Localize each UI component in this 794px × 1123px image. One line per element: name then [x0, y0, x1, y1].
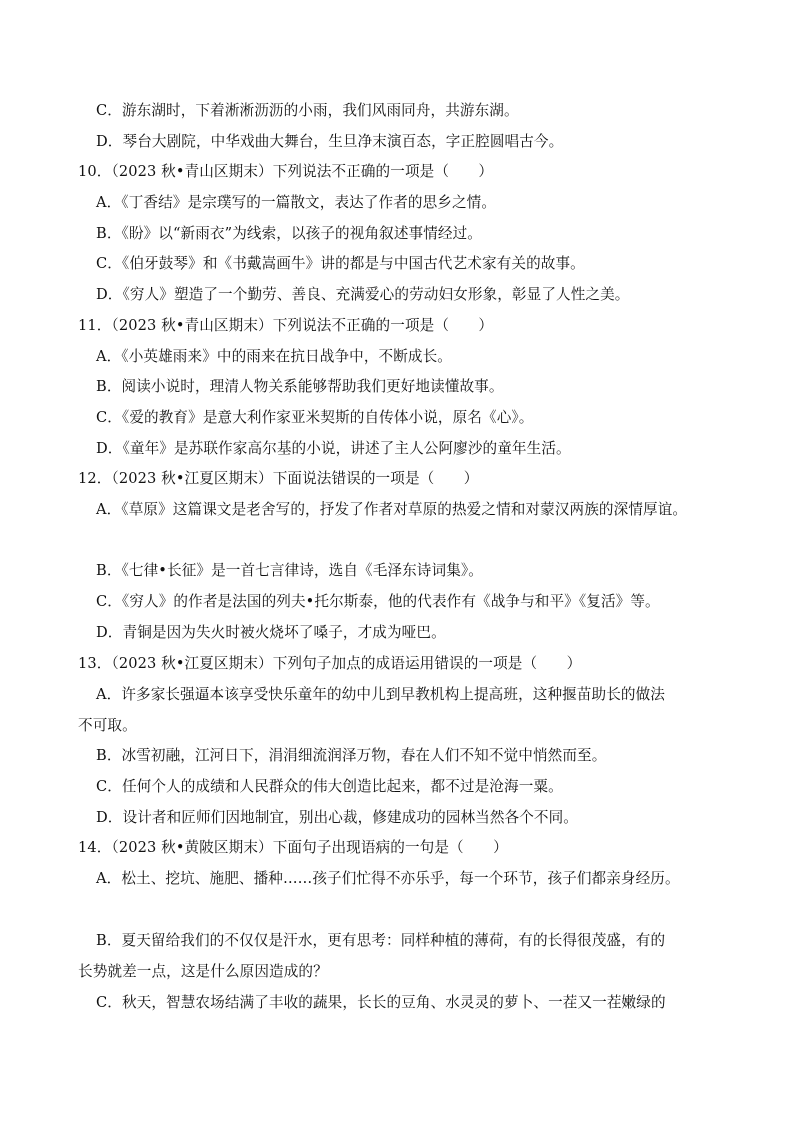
- q14-option-c-line1: C．秋天，智慧农场结满了丰收的蔬果，长长的豆角、水灵灵的萝卜、一茬又一茬嫩绿的: [96, 994, 666, 1011]
- q14-stem: 14．（2023 秋•黄陂区期末）下面句子出现语病的一句是（ ）: [78, 839, 508, 856]
- q9-option-d: D．琴台大剧院，中华戏曲大舞台，生旦净末演百态，字正腔圆唱古今。: [96, 133, 564, 150]
- q12-option-a: A．《草原》这篇课文是老舍写的，抒发了作者对草原的热爱之情和对蒙汉两族的深情厚谊。: [96, 501, 688, 518]
- q13-stem: 13．（2023 秋•江夏区期末）下列句子加点的成语运用错误的一项是（ ）: [78, 655, 582, 672]
- q11-option-c: C．《爱的教育》是意大利作家亚米契斯的自传体小说，原名《心》。: [96, 409, 534, 426]
- q12-option-b: B．《七律•长征》是一首七言律诗，选自《毛泽东诗词集》。: [96, 562, 483, 579]
- q11-option-d: D．《童年》是苏联作家高尔基的小说，讲述了主人公阿廖沙的童年生活。: [96, 440, 571, 457]
- q12-option-d: D．青铜是因为失火时被火烧坏了嗓子，才成为哑巴。: [96, 624, 446, 641]
- q13-option-a-line1: A．许多家长强逼本该享受快乐童年的幼中儿到早教机构上提高班，这种揠苗助长的做法: [96, 686, 666, 703]
- q10-option-a: A．《丁香结》是宗璞写的一篇散文，表达了作者的思乡之情。: [96, 194, 497, 211]
- q14-option-a: A．松土、挖坑、施肥、播种……孩子们忙得不亦乐乎，每一个环节，孩子们都亲身经历。: [96, 870, 680, 887]
- q11-option-b: B．阅读小说时，理清人物关系能够帮助我们更好地读懂故事。: [96, 378, 504, 395]
- q13-option-b: B．冰雪初融，江河日下，涓涓细流润泽万物，春在人们不知不觉中悄然而至。: [96, 747, 607, 764]
- q10-option-d: D．《穷人》塑造了一个勤劳、善良、充满爱心的劳动妇女形象，彰显了人性之美。: [96, 286, 630, 303]
- q11-stem: 11．（2023 秋•青山区期末）下列说法不正确的一项是（ ）: [78, 317, 494, 334]
- q9-option-c: C．游东湖时，下着淅淅沥沥的小雨，我们风雨同舟，共游东湖。: [96, 102, 519, 119]
- q12-option-c: C．《穷人》的作者是法国的列夫•托尔斯泰，他的代表作有《战争与和平》《复活》等。: [96, 593, 660, 610]
- q13-option-a-line2: 不可取。: [78, 717, 137, 734]
- q13-option-c: C．任何个人的成绩和人民群众的伟大创造比起来，都不过是沧海一粟。: [96, 778, 563, 795]
- q10-stem: 10．（2023 秋•青山区期末）下列说法不正确的一项是（ ）: [78, 163, 494, 180]
- q12-stem: 12．（2023 秋•江夏区期末）下面说法错误的一项是（ ）: [78, 470, 479, 487]
- q11-option-a: A．《小英雄雨来》中的雨来在抗日战争中，不断成长。: [96, 348, 452, 365]
- q13-option-d: D．设计者和匠师们因地制宜，别出心裁，修建成功的园林当然各个不同。: [96, 809, 579, 826]
- q10-option-b: B．《盼》以“新雨衣”为线索，以孩子的视角叙述事情经过。: [96, 225, 482, 242]
- q10-option-c: C．《伯牙鼓琴》和《书戴嵩画牛》讲的都是与中国古代艺术家有关的故事。: [96, 255, 585, 272]
- q14-option-b-line2: 长势就差一点，这是什么原因造成的？: [78, 963, 328, 980]
- q14-option-b-line1: B．夏天留给我们的不仅仅是汗水，更有思考：同样种植的薄荷，有的长得很茂盛，有的: [96, 932, 666, 949]
